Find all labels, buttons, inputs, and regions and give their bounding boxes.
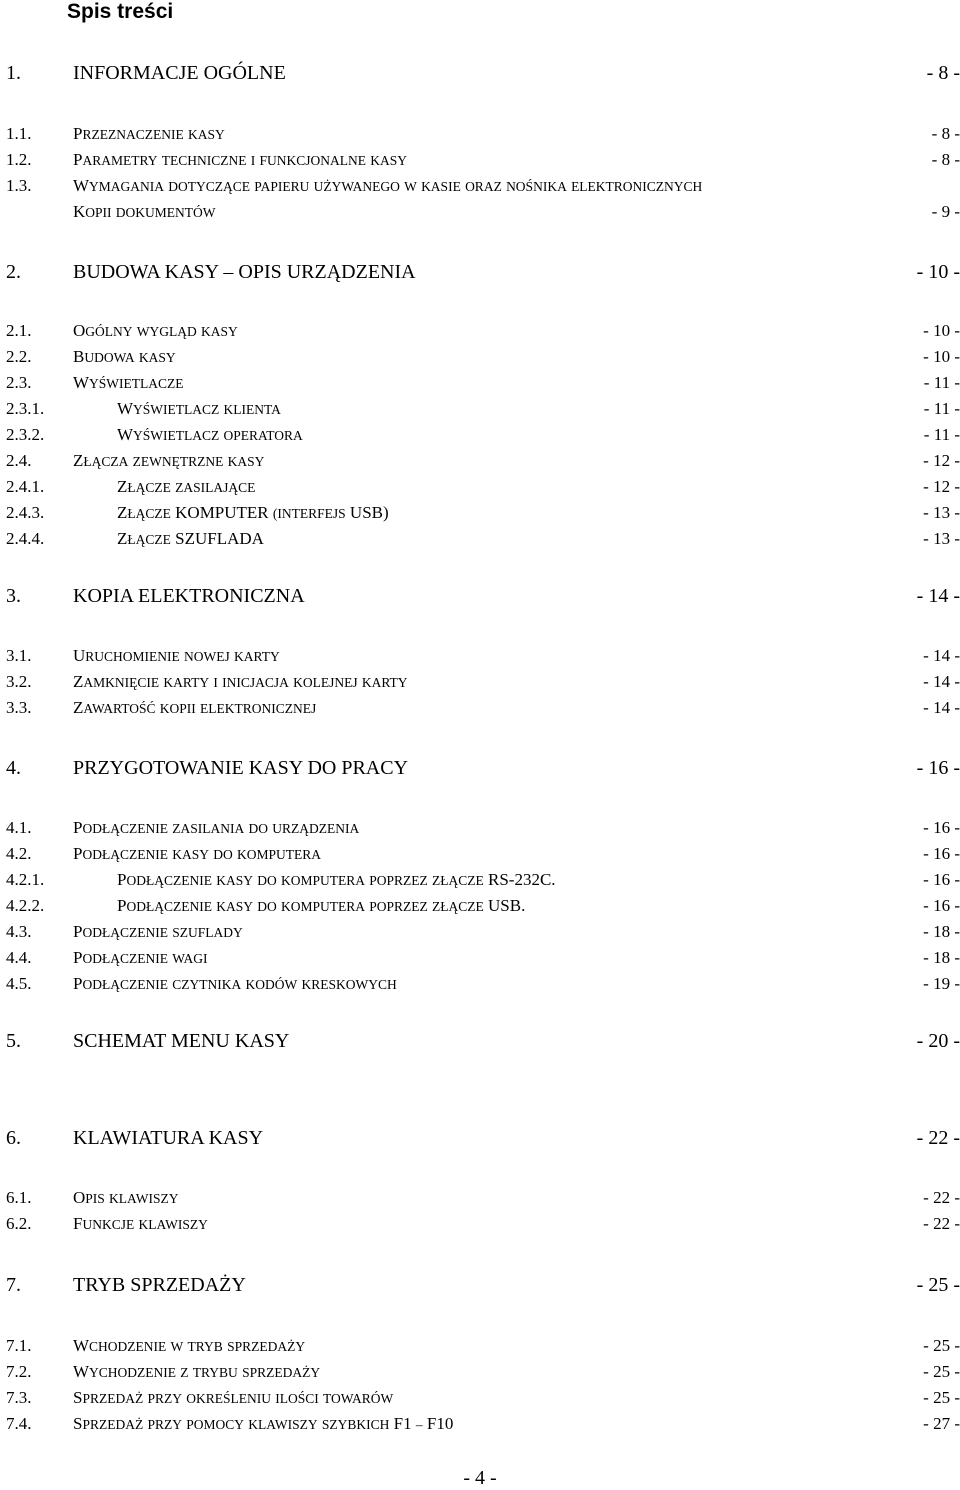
toc-entry[interactable] <box>0 1414 960 1440</box>
toc-entry[interactable] <box>0 585 960 611</box>
toc-entry[interactable] <box>0 1274 960 1300</box>
toc-entry-label: PODŁĄCZENIE CZYTNIKA KODÓW KRESKOWYCH <box>73 974 397 993</box>
toc-entry-number: 2.3.2. <box>6 425 45 444</box>
toc-entry-label-continued: KOPII DOKUMENTÓW <box>73 202 216 221</box>
toc-entry[interactable] <box>0 1362 960 1388</box>
toc-entry-number: 7.2. <box>6 1362 32 1381</box>
toc-entry-number: 1. <box>6 62 21 84</box>
toc-entry-number: 3.1. <box>6 646 32 665</box>
toc-entry-page: - 14 - <box>923 672 960 691</box>
toc-entry-page: - 11 - <box>923 373 960 392</box>
toc-entry-number: 2.3.1. <box>6 399 45 418</box>
toc-entry-label: WYMAGANIA DOTYCZĄCE PAPIERU UŻYWANEGO W KASIE ORAZ NOŚNIKA ELEKTRONICZNYCH <box>73 176 703 195</box>
toc-entry[interactable] <box>0 1030 960 1056</box>
toc-entry-page: - 16 - <box>916 757 960 779</box>
toc-entry-page: - 10 - <box>916 261 960 283</box>
toc-entry-page: - 14 - <box>916 585 960 607</box>
toc-entry-number: 3.3. <box>6 698 32 717</box>
toc-entry-label: PRZEZNACZENIE KASY <box>73 124 225 143</box>
page-number: - 4 - <box>463 1467 497 1489</box>
toc-entry-label: ZŁĄCZE KOMPUTER (INTERFEJS USB) <box>117 503 389 522</box>
toc-entry-page: - 22 - <box>923 1188 960 1207</box>
toc-entry[interactable] <box>0 176 960 221</box>
toc-entry[interactable] <box>0 347 960 373</box>
toc-entry-label: PODŁĄCZENIE WAGI <box>73 948 208 967</box>
toc-entry-label: KOPIA ELEKTRONICZNA <box>73 585 305 607</box>
toc-entry-page: - 27 - <box>923 1414 960 1433</box>
toc-entry-label: OPIS KLAWISZY <box>73 1188 179 1207</box>
toc-entry[interactable] <box>0 503 960 529</box>
toc-entry-number: 2.2. <box>6 347 32 366</box>
toc-entry-label: PODŁĄCZENIE SZUFLADY <box>73 922 243 941</box>
toc-entry-page: - 12 - <box>923 451 960 470</box>
toc-entry-number: 2.3. <box>6 373 32 392</box>
toc-entry-page: - 22 - <box>916 1127 960 1149</box>
toc-entry[interactable] <box>0 425 960 451</box>
toc-entry[interactable] <box>0 818 960 844</box>
toc-entry-label: SCHEMAT MENU KASY <box>73 1030 290 1052</box>
toc-entry[interactable] <box>0 896 960 922</box>
toc-entry-number: 4.4. <box>6 948 32 967</box>
toc-entry[interactable] <box>0 870 960 896</box>
toc-entry-page: - 16 - <box>923 896 960 915</box>
toc-entry[interactable] <box>0 451 960 477</box>
toc-entry-page: - 16 - <box>923 818 960 837</box>
toc-entry[interactable] <box>0 948 960 974</box>
toc-entry-number: 3. <box>6 585 21 607</box>
toc-entry[interactable] <box>0 1336 960 1362</box>
toc-entry-number: 7.1. <box>6 1336 32 1355</box>
page-title: Spis treści <box>67 0 174 23</box>
toc-entry-page: - 22 - <box>923 1214 960 1233</box>
toc-entry-number: 6.1. <box>6 1188 32 1207</box>
toc-entry[interactable] <box>0 757 960 783</box>
toc-entry-label: WCHODZENIE W TRYB SPRZEDAŻY <box>73 1336 306 1355</box>
toc-entry-label: WYŚWIETLACZE <box>73 373 184 392</box>
toc-entry[interactable] <box>0 62 960 88</box>
toc-entry-page: - 25 - <box>923 1388 960 1407</box>
toc-entry-number: 1.1. <box>6 124 32 143</box>
toc-entry[interactable] <box>0 321 960 347</box>
toc-entry-page: - 25 - <box>923 1336 960 1355</box>
toc-entry-number: 7.3. <box>6 1388 32 1407</box>
toc-entry-label: ZAMKNIĘCIE KARTY I INICJACJA KOLEJNEJ KARTY <box>73 672 408 691</box>
toc-entry[interactable] <box>0 373 960 399</box>
toc-entry-label: KLAWIATURA KASY <box>73 1127 264 1149</box>
toc-entry-label: ZAWARTOŚĆ KOPII ELEKTRONICZNEJ <box>73 698 317 717</box>
toc-entry-page: - 16 - <box>923 870 960 889</box>
toc-entry-label: PODŁĄCZENIE KASY DO KOMPUTERA POPRZEZ ZŁĄCZE RS-232C. <box>117 870 556 889</box>
toc-entry[interactable] <box>0 922 960 948</box>
toc-entry[interactable] <box>0 124 960 150</box>
toc-entry-number: 4.2.2. <box>6 896 45 915</box>
toc-entry-label: SPRZEDAŻ PRZY OKREŚLENIU ILOŚCI TOWARÓW <box>73 1388 394 1407</box>
toc-entry-page: - 8 - <box>926 62 960 84</box>
toc-entry-label: PARAMETRY TECHNICZNE I FUNKCJONALNE KASY <box>73 150 408 169</box>
toc-entry[interactable] <box>0 698 960 724</box>
toc-entry-number: 7. <box>6 1274 21 1296</box>
toc-entry-label: WYŚWIETLACZ KLIENTA <box>117 399 281 418</box>
toc-entry-label: WYCHODZENIE Z TRYBU SPRZEDAŻY <box>73 1362 321 1381</box>
toc-entry-number: 4.2.1. <box>6 870 45 889</box>
toc-entry-page: - 19 - <box>923 974 960 993</box>
toc-entry-number: 2.4.3. <box>6 503 45 522</box>
toc-entry-number: 3.2. <box>6 672 32 691</box>
toc-entry-number: 1.2. <box>6 150 32 169</box>
toc-entry-label: ZŁĄCZA ZEWNĘTRZNE KASY <box>73 451 265 470</box>
toc-entry-number: 4.2. <box>6 844 32 863</box>
toc-entry-page: - 9 - <box>931 202 960 221</box>
toc-entry[interactable] <box>0 529 960 555</box>
toc-entry[interactable] <box>0 1388 960 1414</box>
toc-entry-number: 5. <box>6 1030 21 1052</box>
toc-entry-page: - 18 - <box>923 922 960 941</box>
toc-entry-page: - 13 - <box>923 503 960 522</box>
toc-entry-page: - 25 - <box>916 1274 960 1296</box>
toc-entry-page: - 11 - <box>923 399 960 418</box>
toc-entry-number: 4.5. <box>6 974 32 993</box>
toc-entry-page: - 10 - <box>923 347 960 366</box>
toc-entry-page: - 20 - <box>916 1030 960 1052</box>
toc-entry-label: TRYB SPRZEDAŻY <box>73 1274 246 1296</box>
toc-entry-label: WYŚWIETLACZ OPERATORA <box>117 425 303 444</box>
toc-entry[interactable] <box>0 1127 960 1153</box>
toc-entry-label: FUNKCJE KLAWISZY <box>73 1214 208 1233</box>
toc-entry[interactable] <box>0 1188 960 1214</box>
toc-entry-page: - 10 - <box>923 321 960 340</box>
toc-entry-label: OGÓLNY WYGLĄD KASY <box>73 321 238 340</box>
toc-entry-label: INFORMACJE OGÓLNE <box>73 62 286 84</box>
toc-entry-page: - 16 - <box>923 844 960 863</box>
toc-entry-page: - 25 - <box>923 1362 960 1381</box>
toc-entry-number: 7.4. <box>6 1414 32 1433</box>
toc-entry-number: 6.2. <box>6 1214 32 1233</box>
toc-entry[interactable] <box>0 974 960 1000</box>
toc-entry[interactable] <box>0 844 960 870</box>
toc-entry-label: PRZYGOTOWANIE KASY DO PRACY <box>73 757 409 779</box>
toc-entry-page: - 14 - <box>923 698 960 717</box>
toc-entry-number: 4. <box>6 757 21 779</box>
toc-entry[interactable] <box>0 1214 960 1240</box>
toc-entry-number: 2.4.4. <box>6 529 45 548</box>
toc-entry-page: - 14 - <box>923 646 960 665</box>
toc-entry-label: SPRZEDAŻ PRZY POMOCY KLAWISZY SZYBKICH F1 – F10 <box>73 1414 454 1433</box>
toc-entry-number: 2.1. <box>6 321 32 340</box>
toc-entry-number: 2.4.1. <box>6 477 45 496</box>
toc-entry-page: - 8 - <box>931 124 960 143</box>
toc-entry-number: 1.3. <box>6 176 32 195</box>
toc-entry-number: 4.3. <box>6 922 32 941</box>
toc-entry-number: 6. <box>6 1127 21 1149</box>
toc-entry-label: PODŁĄCZENIE KASY DO KOMPUTERA <box>73 844 321 863</box>
toc-entry-page: - 18 - <box>923 948 960 967</box>
toc-entry[interactable] <box>0 672 960 698</box>
toc-entry-number: 2. <box>6 261 21 283</box>
toc-entry-label: PODŁĄCZENIE ZASILANIA DO URZĄDZENIA <box>73 818 360 837</box>
toc-entry-page: - 12 - <box>923 477 960 496</box>
toc-entry-label: PODŁĄCZENIE KASY DO KOMPUTERA POPRZEZ ZŁĄCZE USB. <box>117 896 526 915</box>
toc-entry[interactable] <box>0 646 960 672</box>
toc-entry-label: BUDOWA KASY <box>73 347 176 366</box>
toc-entry[interactable] <box>0 261 960 287</box>
toc-entry-page: - 11 - <box>923 425 960 444</box>
toc-entry-number: 4.1. <box>6 818 32 837</box>
toc-entry-page: - 13 - <box>923 529 960 548</box>
toc-entry-label: URUCHOMIENIE NOWEJ KARTY <box>73 646 280 665</box>
toc-entry-number: 2.4. <box>6 451 32 470</box>
toc-entry[interactable] <box>0 399 960 425</box>
toc-entry[interactable] <box>0 477 960 503</box>
toc-entry-label: ZŁĄCZE ZASILAJĄCE <box>117 477 256 496</box>
toc-entry-page: - 8 - <box>931 150 960 169</box>
toc-entry-label: BUDOWA KASY – OPIS URZĄDZENIA <box>73 261 416 283</box>
toc-entry[interactable] <box>0 150 960 176</box>
toc-entry-label: ZŁĄCZE SZUFLADA <box>117 529 264 548</box>
